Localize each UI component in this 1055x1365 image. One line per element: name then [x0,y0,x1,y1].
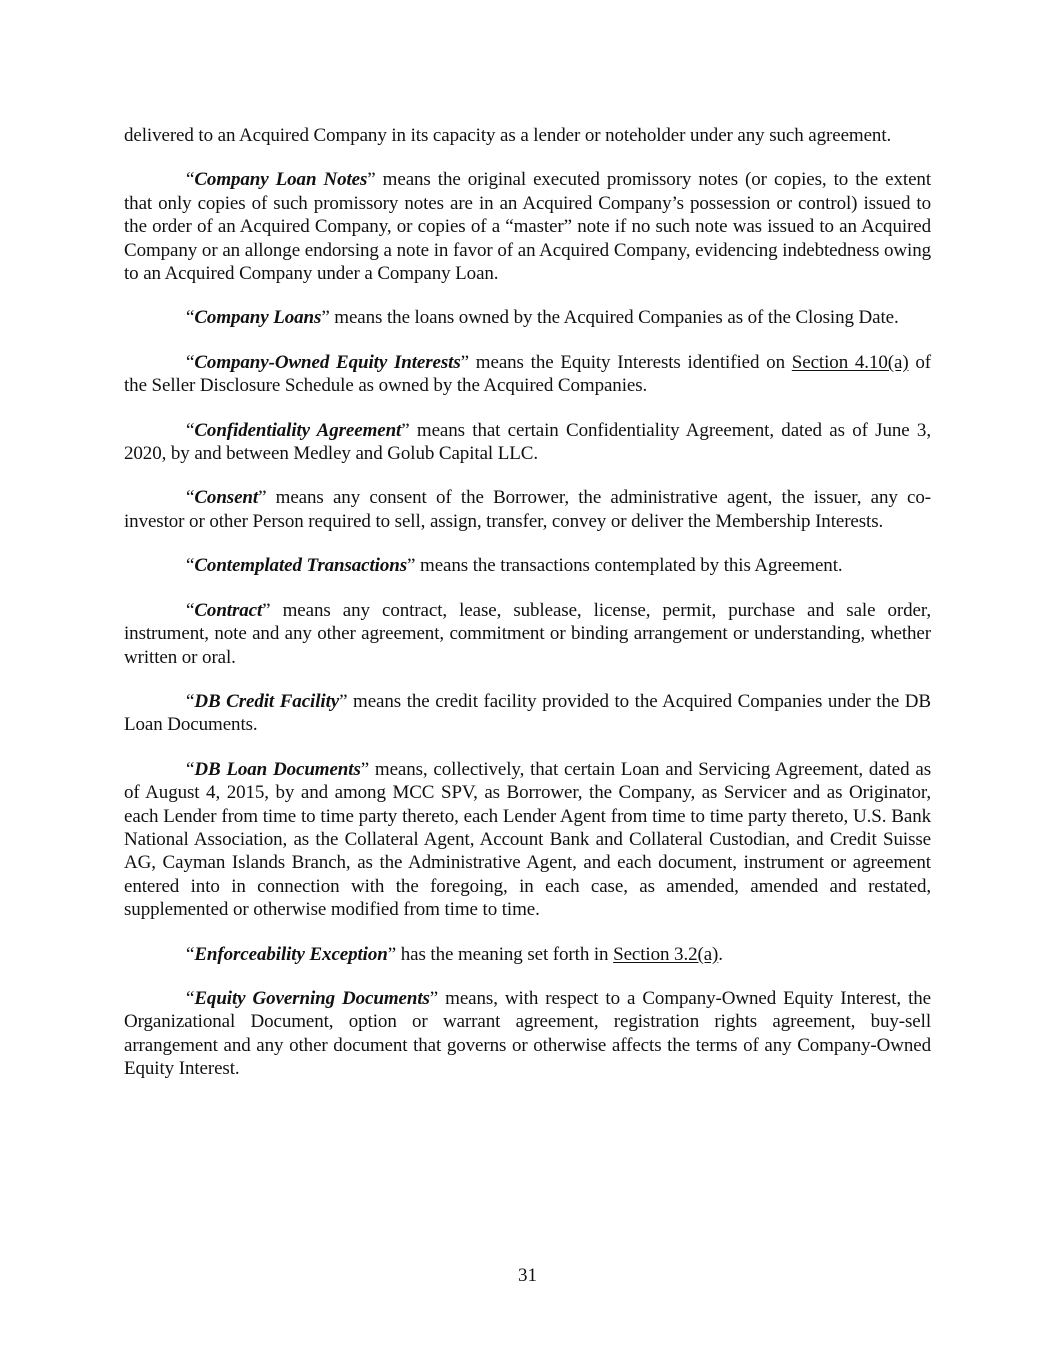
paragraph-text: delivered to an Acquired Company in its capacity as a lender or noteholder under any such agreement. [124,125,892,146]
definition-text: ” means, collectively, that certain Loan and Servicing Agreement, dated as of August 4, 2015, by and among MCC SPV, as Borrower, the Company, as Servicer and as Originator, each Lender from time to time party thereto, each Lender Agent from time to time party thereto, U.S. Bank National Association, as the Collateral Agent, Account Bank and Collateral Custodian, and Credit Suisse AG, Cayman Islands Branch, as the Administrative Agent, and each document, instrument or agreement entered into in connection with the foregoing, in each case, as amended, amended and restated, supplemented or otherwise modified from time to time. [124,758,931,921]
definition-equity-governing-documents [124,987,931,1081]
definition-text-tail: . [718,943,723,965]
open-quote: “ [186,758,195,780]
defined-term: Company Loan Notes [194,169,368,191]
definition-text: ” means the Equity Interests identified on [460,351,792,373]
definition-confidentiality-agreement [124,419,931,466]
defined-term: Confidentiality Agreement [194,419,402,441]
definition-enforceability-exception [124,943,931,966]
open-quote: “ [186,351,195,373]
definition-text: ” means the credit facility provided to the Acquired Companies under the DB Loan Documents. [124,690,931,736]
definition-company-loan-notes [124,168,931,285]
definition-text-tail: of the Seller Disclosure Schedule as owned by the Acquired Companies. [124,351,931,397]
defined-term: Enforceability Exception [194,943,388,965]
defined-term: Contemplated Transactions [194,555,408,577]
open-quote: “ [186,690,195,712]
section-cross-reference[interactable]: Section 3.2(a) [613,943,719,965]
definition-text: ” means, with respect to a Company-Owned Equity Interest, the Organizational Document, option or warrant agreement, registration rights agreement, buy-sell arrangement and any other document that governs or otherwise affects the terms of any Company-Owned Equity Interest. [124,987,931,1080]
definition-text: ” means the loans owned by the Acquired Companies as of the Closing Date. [321,307,899,329]
defined-term: Company-Owned Equity Interests [194,351,461,373]
definition-text: ” has the meaning set forth in [387,943,614,965]
defined-term: DB Loan Documents [194,758,361,780]
definition-text: ” means the transactions contemplated by this Agreement. [407,555,843,577]
definition-db-loan-documents [124,758,931,922]
defined-term: Contract [194,599,263,621]
definition-contemplated-transactions [124,554,931,577]
open-quote: “ [186,169,195,191]
definition-text: ” means the original executed promissory notes (or copies, to the extent that only copies of such promissory notes are in an Acquired Company’s possession or control) issued to the order of an Acquired Company, or copies of a “master” note if no such note was issued to an Acquired Company or an allonge endorsing a note in favor of an Acquired Company, evidencing indebtedness owing to an Acquired Company under a Company Loan. [124,169,931,285]
definition-consent [124,486,931,533]
definition-company-loans [124,306,931,329]
open-quote: “ [186,555,195,577]
section-cross-reference[interactable]: Section 4.10(a) [791,351,909,373]
paragraph-continuation [124,124,931,147]
defined-term: Consent [194,487,259,509]
definition-text: ” means that certain Confidentiality Agreement, dated as of June 3, 2020, by and between Medley and Golub Capital LLC. [124,419,931,465]
open-quote: “ [186,487,195,509]
definition-db-credit-facility [124,690,931,737]
definition-company-owned-equity-interests [124,351,931,398]
defined-term: DB Credit Facility [194,690,340,712]
definition-text: ” means any contract, lease, sublease, license, permit, purchase and sale order, instrument, note and any other agreement, commitment or binding arrangement or understanding, whether written or oral. [124,599,931,668]
page-number: 31 [518,1265,537,1286]
open-quote: “ [186,307,195,329]
defined-term: Equity Governing Documents [194,987,430,1009]
defined-term: Company Loans [194,307,322,329]
open-quote: “ [186,599,195,621]
open-quote: “ [186,987,195,1009]
definition-contract [124,599,931,669]
open-quote: “ [186,419,195,441]
open-quote: “ [186,943,195,965]
definition-text: ” means any consent of the Borrower, the administrative agent, the issuer, any co-investor or other Person required to sell, assign, transfer, convey or deliver the Membership Interests. [124,487,931,532]
document-page-body [124,124,931,1102]
